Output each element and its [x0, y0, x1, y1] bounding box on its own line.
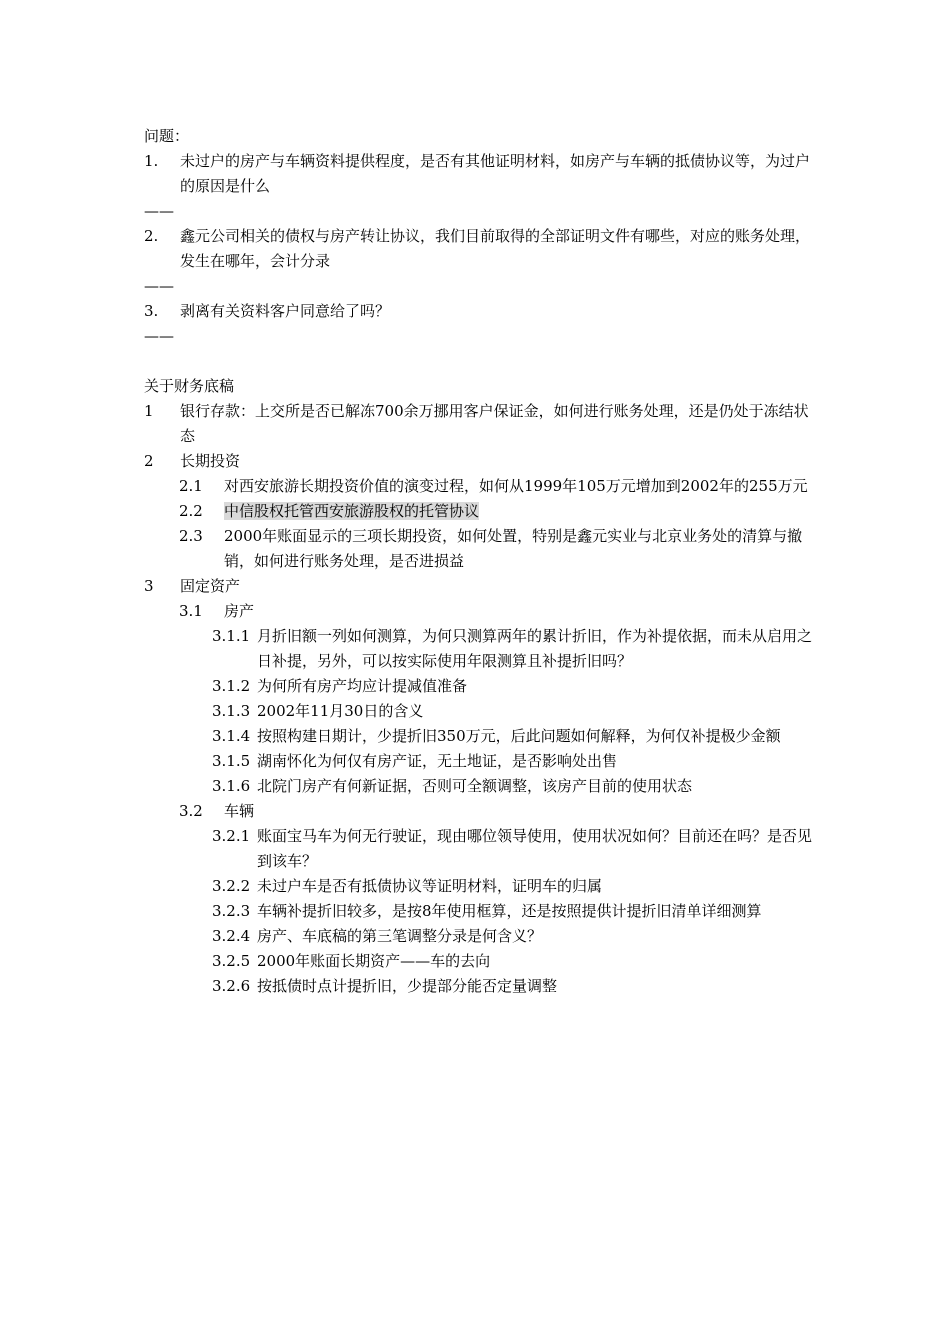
item-text: 未过户车是否有抵债协议等证明材料，证明车的归属 — [257, 877, 603, 895]
item-text: 北院门房产有何新证据，否则可全额调整，该房产目前的使用状态 — [257, 777, 693, 795]
item-text: 对西安旅游长期投资价值的演变过程，如何从1999年105万元增加到2002年的255万元 — [224, 477, 808, 495]
item-text: 2002年11月30日的含义 — [257, 702, 424, 720]
item-number: 3.2.1 — [212, 827, 251, 845]
item-number: 1 — [144, 402, 154, 420]
sub-subsection-item — [144, 824, 814, 874]
item-text: 银行存款：上交所是否已解冻700余万挪用客户保证金，如何进行账务处理，还是仍处于冻结状态 — [180, 402, 809, 445]
item-text: 房产、车底稿的第三笔调整分录是何含义？ — [257, 927, 543, 945]
sub-subsection-item — [144, 774, 814, 799]
item-text: 湖南怀化为何仅有房产证，无土地证，是否影响处出售 — [257, 752, 618, 770]
sub-subsection-item — [144, 874, 814, 899]
item-number: 3.2 — [179, 802, 203, 820]
item-text: 按照构建日期计，少提折旧350万元，后此问题如何解释，为何仅补提极少金额 — [257, 727, 781, 745]
answer-placeholder: —— — [144, 327, 174, 345]
item-text: 账面宝马车为何无行驶证，现由哪位领导使用，使用状况如何？目前还在吗？是否见到该车？ — [257, 827, 813, 870]
item-number: 2.1 — [179, 477, 203, 495]
item-number: 3.1.1 — [212, 627, 251, 645]
section-long-term-investment — [144, 449, 814, 474]
item-text: 长期投资 — [180, 452, 241, 470]
item-text: 固定资产 — [180, 577, 241, 595]
subsection-item — [144, 499, 814, 524]
item-number: 3.2.5 — [212, 952, 251, 970]
subsection-item — [144, 474, 814, 499]
item-text: 月折旧额一列如何测算，为何只测算两年的累计折旧，作为补提依据，而未从启用之日补提，另外，可以按实际使用年限测算且补提折旧吗？ — [257, 627, 813, 670]
item-text: 车辆补提折旧较多，是按8年使用框算，还是按照提供计提折旧清单详细测算 — [257, 902, 762, 920]
item-text: 2000年账面长期资产——车的去向 — [257, 952, 491, 970]
section-bank-deposit — [144, 399, 814, 449]
sub-subsection-item — [144, 924, 814, 949]
subsection-car — [144, 799, 814, 824]
item-number: 2.3 — [179, 527, 203, 545]
item-text: 按抵债时点计提折旧，少提部分能否定量调整 — [257, 977, 558, 995]
answer-placeholder: —— — [144, 202, 174, 220]
item-text: 剥离有关资料客户同意给了吗？ — [180, 302, 391, 320]
item-text: 房产 — [224, 602, 255, 620]
highlighted-text: 中信股权托管西安旅游股权的托管协议 — [224, 502, 480, 520]
document-body — [144, 124, 814, 999]
sub-subsection-item — [144, 624, 814, 674]
item-number: 3.1.3 — [212, 702, 251, 720]
item-number: 3.2.3 — [212, 902, 251, 920]
sub-subsection-item — [144, 974, 814, 999]
item-number: 2.2 — [179, 502, 203, 520]
item-number: 3. — [144, 302, 159, 320]
item-number: 3.1.5 — [212, 752, 251, 770]
item-number: 2 — [144, 452, 154, 470]
item-number: 3.2.2 — [212, 877, 251, 895]
subsection-house — [144, 599, 814, 624]
question-item — [144, 299, 814, 324]
answer-placeholder: —— — [144, 277, 174, 295]
sub-subsection-item — [144, 749, 814, 774]
sub-subsection-item — [144, 674, 814, 699]
item-text: 车辆 — [224, 802, 255, 820]
item-number: 2. — [144, 227, 159, 245]
item-number: 3.1.6 — [212, 777, 251, 795]
item-number: 3.2.6 — [212, 977, 251, 995]
item-number: 3.1.4 — [212, 727, 251, 745]
sub-subsection-item — [144, 949, 814, 974]
item-text: 鑫元公司相关的债权与房产转让协议，我们目前取得的全部证明文件有哪些，对应的账务处理，发生在哪年，会计分录 — [180, 227, 811, 270]
sub-subsection-item — [144, 724, 814, 749]
item-text: 为何所有房产均应计提减值准备 — [257, 677, 468, 695]
question-item — [144, 224, 814, 274]
item-number: 3.2.4 — [212, 927, 251, 945]
sub-subsection-item — [144, 899, 814, 924]
item-text: 2000年账面显示的三项长期投资，如何处置，特别是鑫元实业与北京业务处的清算与撤销，如何进行账务处理，是否进损益 — [224, 527, 803, 570]
item-number: 3 — [144, 577, 154, 595]
question-item — [144, 149, 814, 199]
item-number: 3.1 — [179, 602, 203, 620]
item-number: 1. — [144, 152, 159, 170]
subsection-item — [144, 524, 814, 574]
sub-subsection-item — [144, 699, 814, 724]
spacer — [144, 349, 814, 374]
finance-heading: 关于财务底稿 — [144, 377, 235, 395]
questions-heading: 问题： — [144, 127, 190, 145]
section-fixed-assets — [144, 574, 814, 599]
item-number: 3.1.2 — [212, 677, 251, 695]
item-text: 未过户的房产与车辆资料提供程度，是否有其他证明材料，如房产与车辆的抵债协议等，为过户的原因是什么 — [180, 152, 811, 195]
